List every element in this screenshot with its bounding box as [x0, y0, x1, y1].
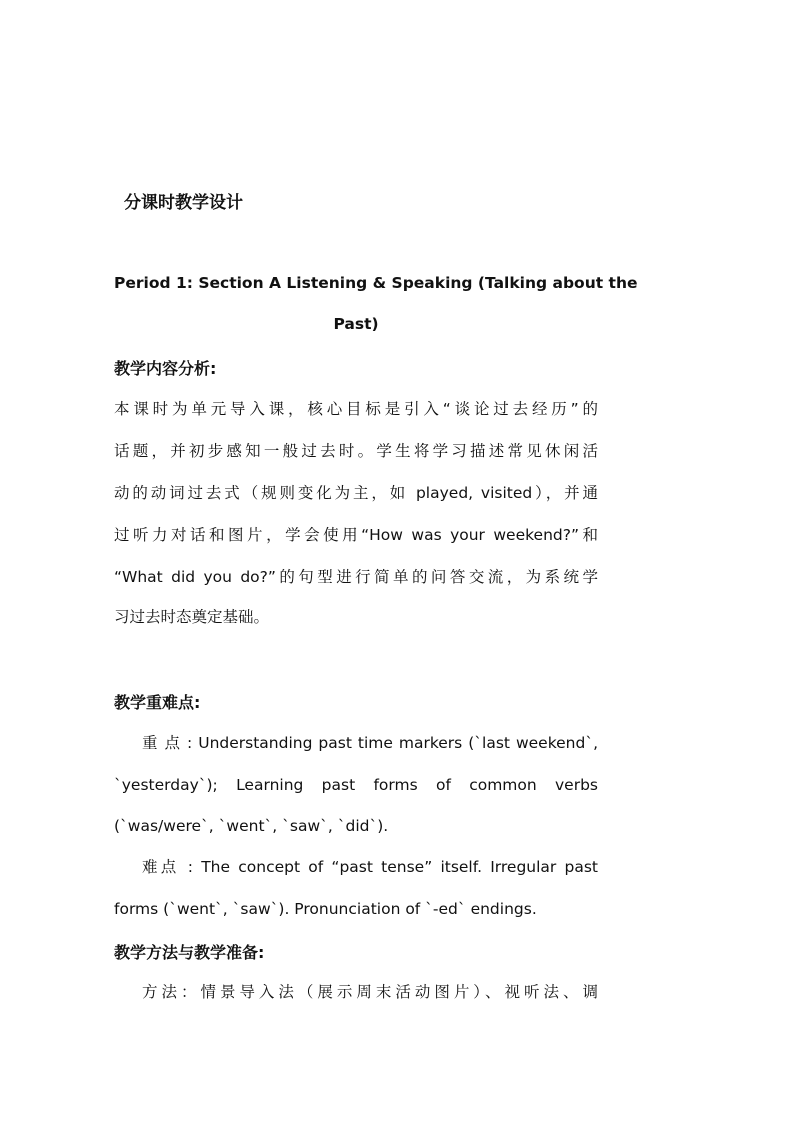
content-analysis-line: 动的动词过去式（规则变化为主，如 played, visited），并通: [114, 484, 598, 502]
key-point-line: `yesterday`); Learning past forms of common verbs: [114, 776, 598, 794]
methods-heading: 教学方法与教学准备:: [114, 943, 265, 962]
key-point-line: 重 点 : Understanding past time markers (`last weekend`,: [142, 734, 598, 752]
key-point-line: (`was/were`, `went`, `saw`, `did`).: [114, 817, 389, 835]
content-analysis-line: 习过去时态奠定基础。: [114, 608, 270, 626]
difficult-point-line: forms (`went`, `saw`). Pronunciation of `-ed` endings.: [114, 900, 537, 918]
methods-line: 方法：情景导入法（展示周末活动图片）、视听法、调: [142, 983, 598, 1001]
content-analysis-line: 本课时为单元导入课，核心目标是引入“谈论过去经历”的: [114, 400, 598, 418]
document-title: 分课时教学设计: [124, 193, 243, 213]
content-analysis-line: 话题，并初步感知一般过去时。学生将学习描述常见休闲活: [114, 442, 598, 460]
period-title-line-1: Period 1: Section A Listening & Speaking (Talking about the: [114, 274, 638, 292]
content-analysis-line: “What did you do?”的句型进行简单的问答交流，为系统学: [114, 568, 598, 586]
period-title-line-2: Past): [333, 315, 379, 333]
content-analysis-line: 过听力对话和图片，学会使用“How was your weekend?”和: [114, 526, 598, 544]
content-analysis-heading: 教学内容分析:: [114, 359, 217, 378]
difficult-point-line: 难点 : The concept of “past tense” itself. Irregular past: [142, 858, 598, 876]
key-points-heading: 教学重难点:: [114, 693, 201, 712]
